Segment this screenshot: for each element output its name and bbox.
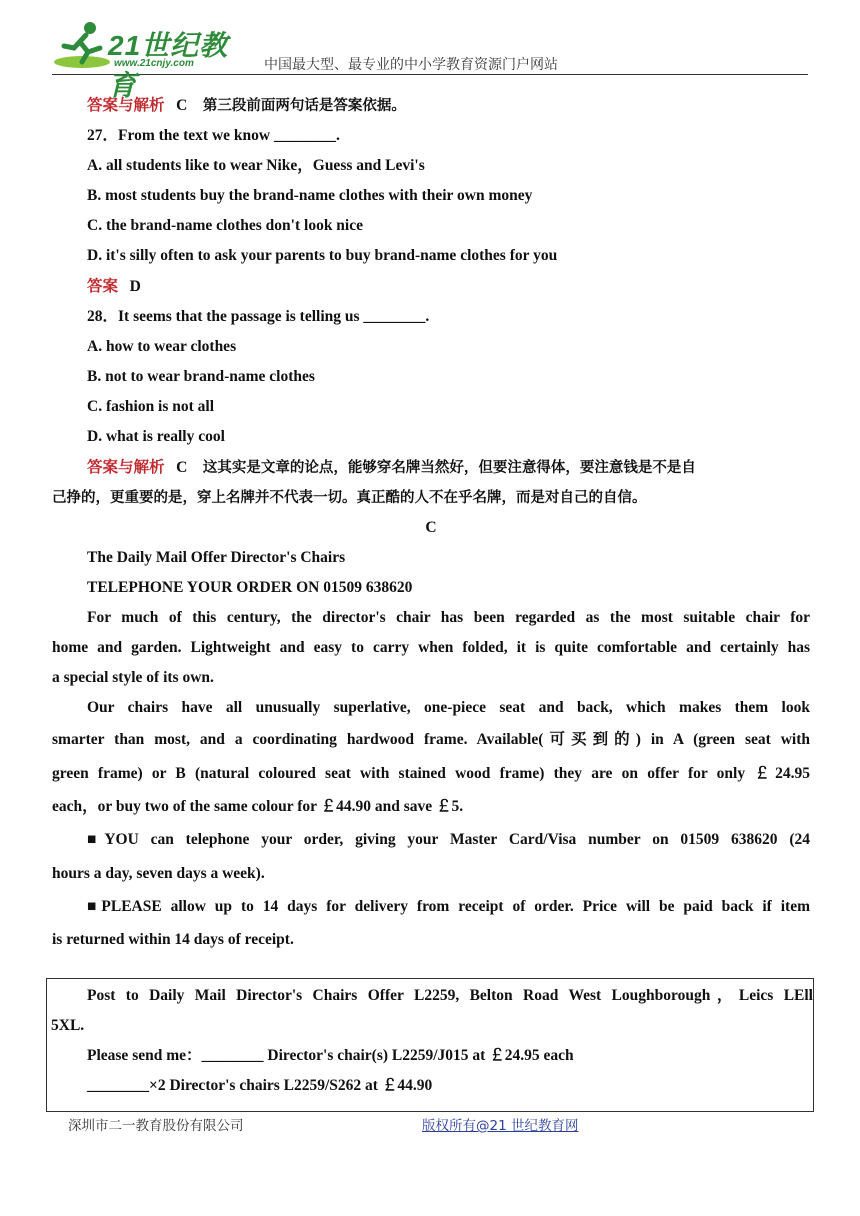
q27-answer: 答案 D: [87, 277, 141, 295]
order-address-line-2: 5XL.: [51, 1017, 85, 1034]
q27-option-d: D. it's silly often to ask your parents to buy brand-name clothes for you: [87, 247, 558, 264]
q28-stem: 28．It seems that the passage is telling us ________.: [87, 308, 430, 325]
q28-option-c: C. fashion is not all: [87, 398, 215, 415]
paragraph-3-line-1: ■YOU can telephone your order, giving your Master Card/Visa number on 01509 638620 (24: [87, 831, 810, 848]
q27-option-c: C. the brand-name clothes don't look nice: [87, 217, 363, 234]
ad-phone-line: TELEPHONE YOUR ORDER ON 01509 638620: [87, 579, 413, 596]
order-item-2: ________×2 Director's chairs L2259/S262 at ￡44.90: [87, 1077, 433, 1094]
logo-url: www.21cnjy.com: [114, 58, 194, 69]
runner-logo-icon: [52, 18, 112, 72]
paragraph-4-line-2: is returned within 14 days of receipt.: [52, 931, 294, 948]
page-header: [52, 18, 808, 101]
paragraph-1-line-1: For much of this century, the director's chair has been regarded as the most suitable chair for: [87, 609, 810, 626]
q26-answer: 答案与解析 C 第三段前面两句话是答案依据。: [87, 96, 406, 114]
header-slogan: 中国最大型、最专业的中小学教育资源门户网站: [264, 57, 558, 73]
site-logo[interactable]: [52, 18, 257, 101]
q28-explanation: 己挣的，更重要的是，穿上名牌并不代表一切。真正酷的人不在乎名牌，而是对自己的自信。: [52, 490, 647, 506]
order-item-1: Please send me：________ Director's chair(s) L2259/J015 at ￡24.95 each: [87, 1047, 574, 1064]
paragraph-1-line-2: home and garden. Lightweight and easy to carry when folded, it is quite comfortable and certainly has: [52, 639, 810, 656]
paragraph-2-line-4: each，or buy two of the same colour for ￡44.90 and save ￡5.: [52, 798, 464, 815]
paragraph-2-line-1: Our chairs have all unusually superlative, one-piece seat and back, which makes them look: [87, 699, 810, 716]
ad-title: The Daily Mail Offer Director's Chairs: [87, 549, 346, 566]
order-form-box: [46, 978, 814, 1112]
document-body: [52, 90, 810, 956]
q28-option-d: D. what is really cool: [87, 428, 225, 445]
paragraph-2-line-3: green frame) or B (natural coloured seat with stained wood frame) they are on offer for only ￡24.95: [52, 765, 810, 782]
footer-company: 深圳市二一教育股份有限公司: [68, 1118, 244, 1134]
q27-stem: 27．From the text we know ________.: [87, 127, 340, 144]
section-heading: C: [425, 519, 437, 536]
footer-copyright-link[interactable]: 版权所有@21 世纪教育网: [422, 1118, 579, 1134]
order-address-line-1: Post to Daily Mail Director's Chairs Offer L2259, Belton Road West Loughborough，Leics LEll: [87, 987, 813, 1004]
paragraph-3-line-2: hours a day, seven days a week).: [52, 865, 265, 882]
q28-answer: 答案与解析 C 这其实是文章的论点，能够穿名牌当然好，但要注意得体，要注意钱是不是自: [87, 458, 696, 476]
paragraph-2-line-2: smarter than most, and a coordinating hardwood frame. Available(可买到的) in A (green seat with: [52, 731, 810, 748]
paragraph-4-line-1: ■PLEASE allow up to 14 days for delivery from receipt of order. Price will be paid back if item: [87, 898, 810, 915]
q27-option-a: A. all students like to wear Nike，Guess and Levi's: [87, 157, 425, 174]
page-footer: [68, 1114, 608, 1134]
q28-option-a: A. how to wear clothes: [87, 338, 237, 355]
paragraph-1-line-3: a special style of its own.: [52, 669, 214, 686]
q27-option-b: B. most students buy the brand-name clothes with their own money: [87, 187, 533, 204]
logo-text: 21世纪教育: [108, 30, 229, 101]
q28-option-b: B. not to wear brand-name clothes: [87, 368, 315, 385]
